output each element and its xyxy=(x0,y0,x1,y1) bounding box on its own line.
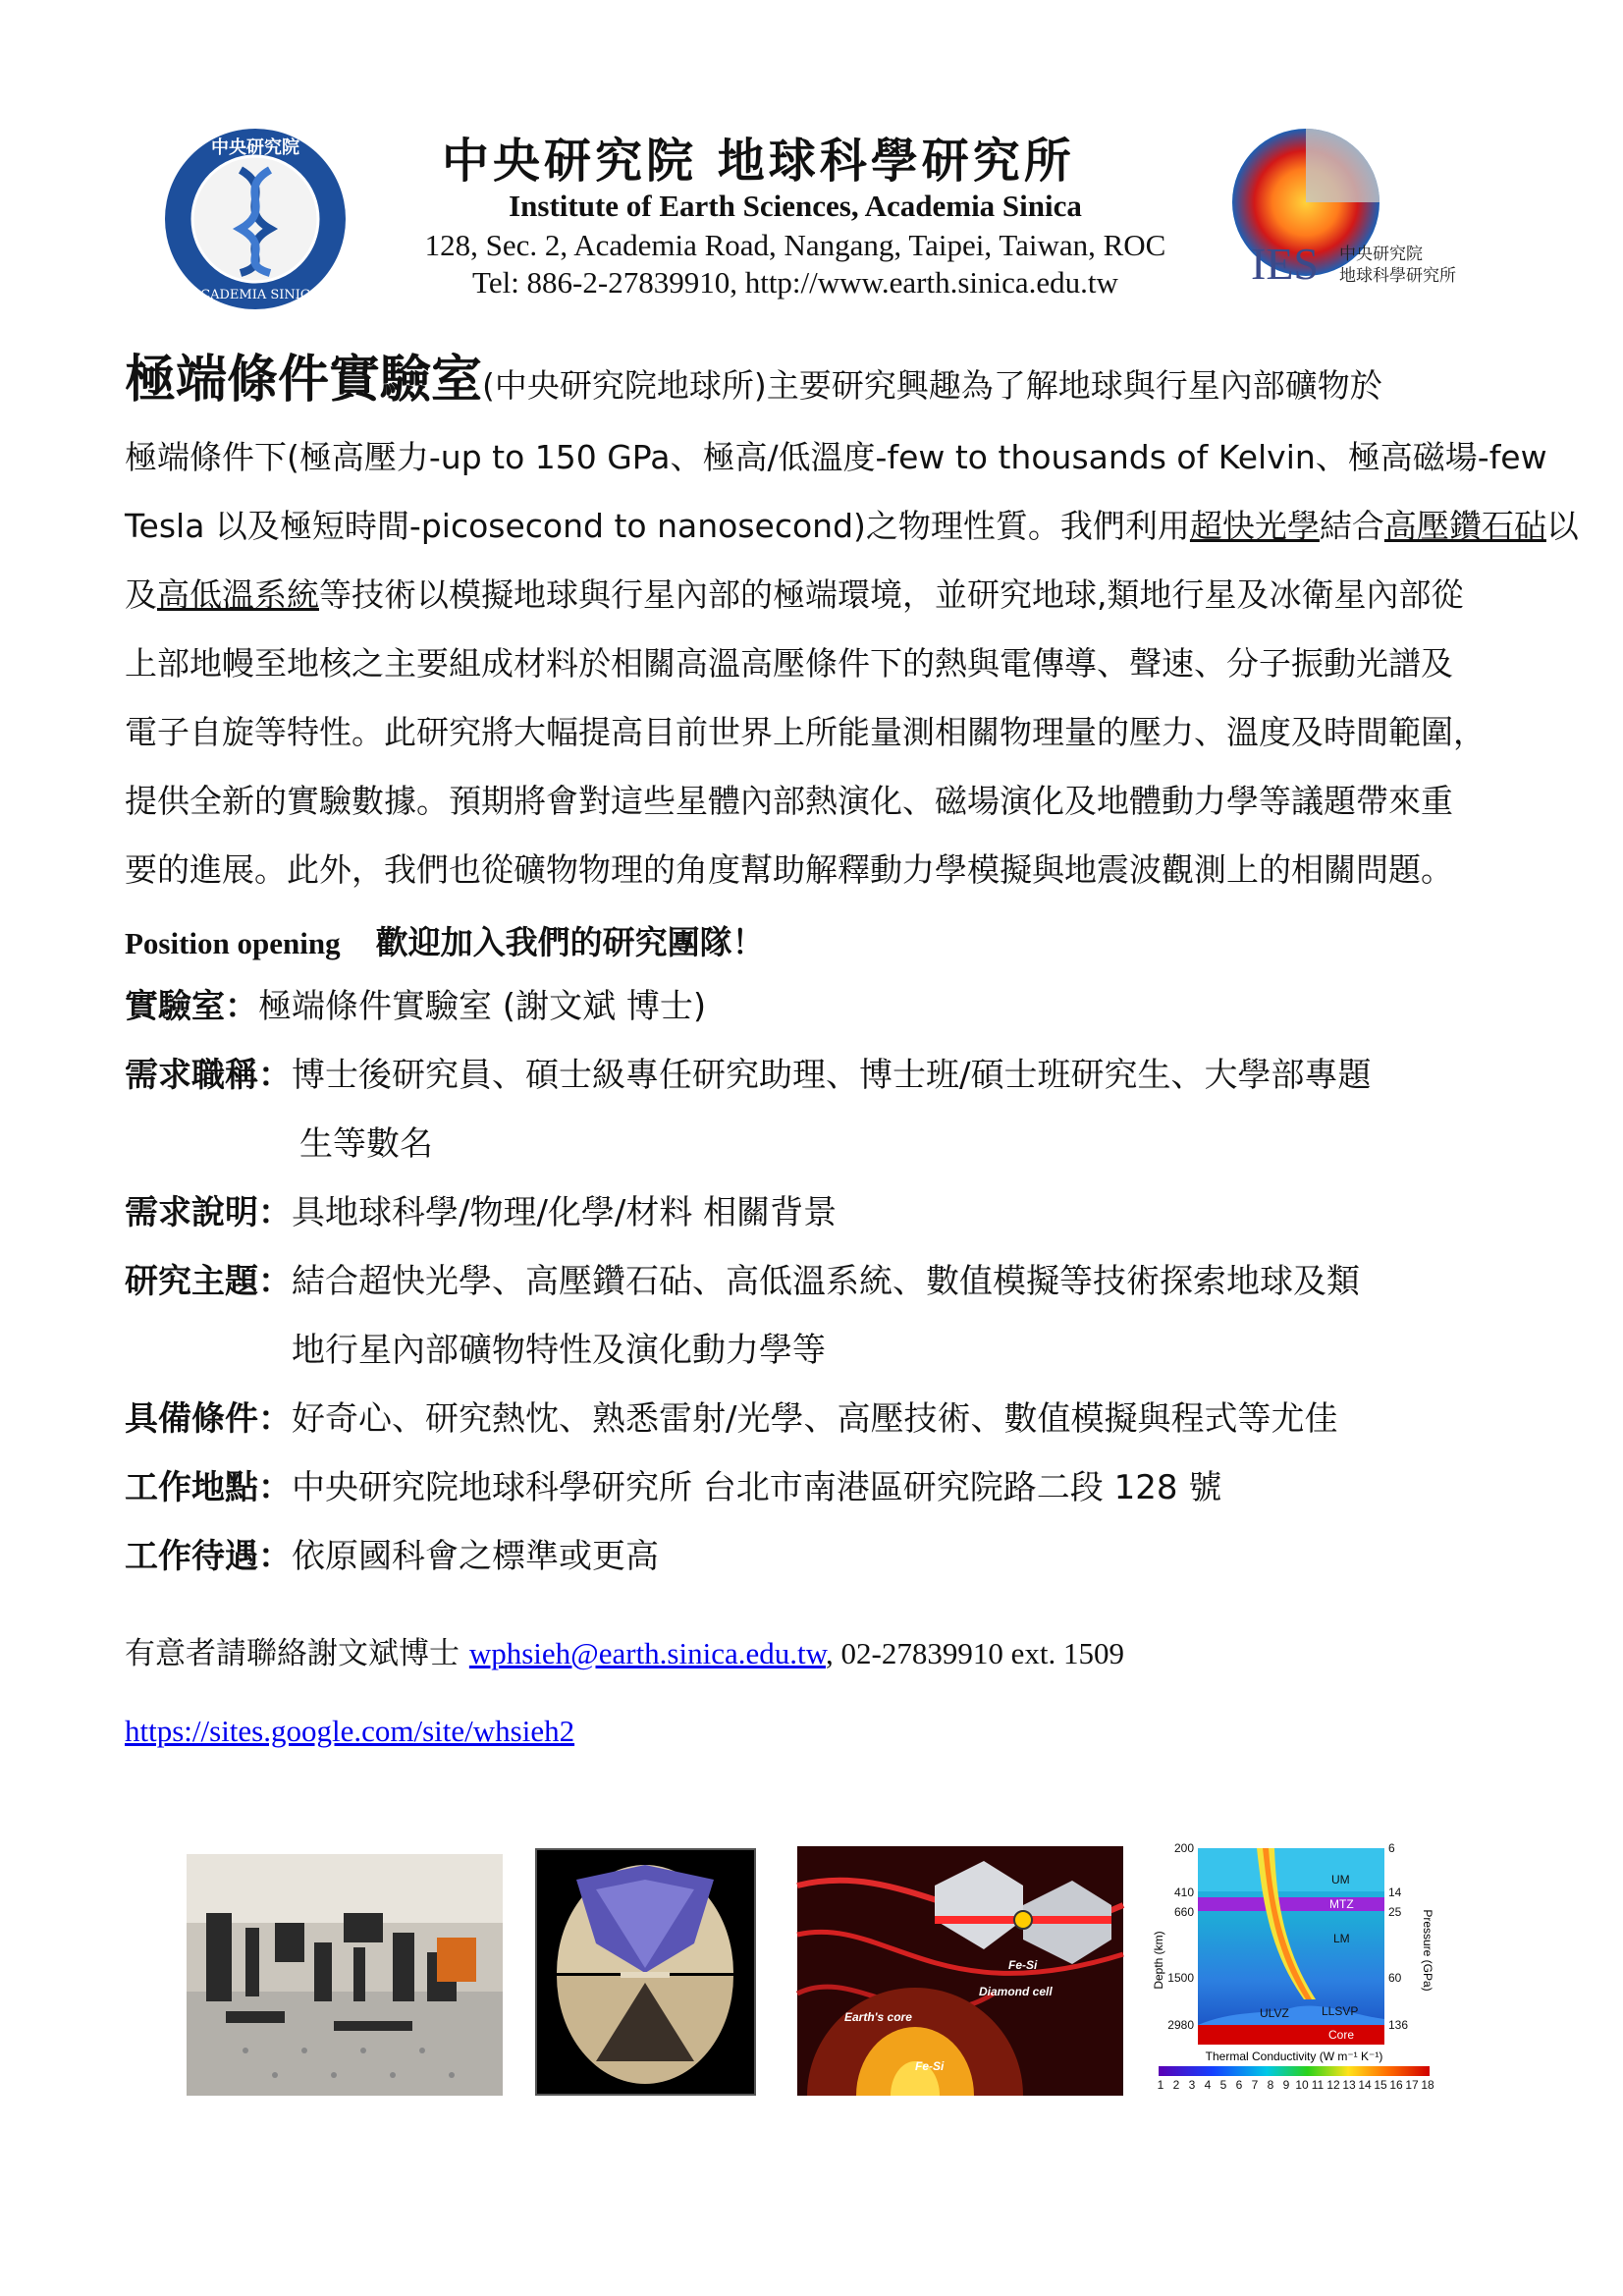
field-label: 需求職稱： xyxy=(125,1056,292,1095)
svg-text:ACADEMIA SINICA: ACADEMIA SINICA xyxy=(190,288,320,302)
intro-line-4 xyxy=(125,561,1485,629)
website-link[interactable]: https://sites.google.com/site/whsieh2 xyxy=(125,1714,575,1748)
colorbar-tick: 5 xyxy=(1219,2078,1227,2092)
colorbar-tick: 13 xyxy=(1342,2078,1356,2092)
academia-sinica-logo xyxy=(162,126,349,312)
contact-prefix: 有意者請聯絡謝文斌博士 xyxy=(125,1636,469,1671)
field-value: 極端條件實驗室 (謝文斌 博士) xyxy=(258,987,707,1026)
region-lm: LM xyxy=(1333,1932,1350,1945)
colorbar-tick: 14 xyxy=(1358,2078,1372,2092)
colorbar-tick: 8 xyxy=(1267,2078,1274,2092)
intro-line-2 xyxy=(125,423,1547,492)
depth-tick: 2980 xyxy=(1167,2018,1194,2032)
pressure-tick: 136 xyxy=(1388,2018,1409,2032)
website-line xyxy=(125,1714,574,1749)
field-label: 需求說明： xyxy=(125,1193,292,1232)
svg-text:中央研究院: 中央研究院 xyxy=(211,137,299,158)
intro-text: 上部地幔至地核之主要組成材料於相關高溫高壓條件下的熱與電傳導、聲速、分子振動光譜及 xyxy=(125,644,1453,683)
position-opening-section xyxy=(125,913,1499,1591)
intro-text: 極端條件下(極高壓力-up to 150 GPa、極高/低溫度-few to thousands of Kelvin、極高磁場-few xyxy=(125,438,1547,476)
field-label: 實驗室： xyxy=(125,987,258,1026)
field-value-line: 地行星內部礦物特性及演化動力學等 xyxy=(292,1331,826,1370)
region-ulvz: ULVZ xyxy=(1260,2006,1289,2020)
keyword-diamond-anvil: 高壓鑽石砧 xyxy=(1383,507,1546,545)
colorbar-tick: 1 xyxy=(1157,2078,1164,2092)
field-value: 中央研究院地球科學研究所 台北市南港區研究院路二段 128 號 xyxy=(292,1468,1222,1507)
intro-line-7 xyxy=(125,767,1485,836)
intro-text: 以 xyxy=(1545,507,1579,545)
field-label: 研究主題： xyxy=(125,1262,292,1301)
field-salary xyxy=(125,1522,1499,1591)
intro-line-8 xyxy=(125,836,1485,904)
colorbar-tick: 18 xyxy=(1421,2078,1434,2092)
diamond-anvil-photo xyxy=(535,1848,756,2096)
keyword-temperature-system: 高低溫系統 xyxy=(157,575,319,614)
field-lab xyxy=(125,972,1499,1041)
svg-text:中央研究院: 中央研究院 xyxy=(1339,245,1423,264)
colorbar-tick: 15 xyxy=(1374,2078,1387,2092)
colorbar-tick: 4 xyxy=(1204,2078,1212,2092)
colorbar-tick: 6 xyxy=(1235,2078,1243,2092)
intro-text: 要的進展。此外，我們也從礦物物理的角度幫助解釋動力學模擬與地震波觀測上的相關問題。 xyxy=(125,850,1453,889)
region-llsvp: LLSVP xyxy=(1322,2004,1359,2018)
contact-phone: , 02-27839910 ext. 1509 xyxy=(826,1636,1124,1670)
region-mtz: MTZ xyxy=(1329,1897,1354,1911)
pressure-axis-title: Pressure (GPa) xyxy=(1421,1909,1434,1992)
intro-text: (中央研究院地球所)主要研究興趣為了解地球與行星內部礦物於 xyxy=(482,366,1382,405)
intro-text: 等技術以模擬地球與行星內部的極端環境，並研究地球,類地行星及冰衛星內部從 xyxy=(319,575,1464,614)
institute-contact-line: Tel: 886-2-27839910, http://www.earth.sinica.edu.tw xyxy=(472,265,1118,300)
field-requirement xyxy=(125,1178,1499,1247)
field-value: 具地球科學/物理/化學/材料 相關背景 xyxy=(292,1193,838,1232)
svg-text:地球科學研究所: 地球科學研究所 xyxy=(1339,266,1456,286)
colorbar-tick: 11 xyxy=(1311,2078,1325,2092)
intro-text: 電子自旋等特性。此研究將大幅提高目前世界上所能量測相關物理量的壓力、溫度及時間範圍， xyxy=(125,713,1486,751)
colorbar-tick: 16 xyxy=(1389,2078,1403,2092)
colorbar-tick: 17 xyxy=(1405,2078,1419,2092)
intro-text: 提供全新的實驗數據。預期將會對這些星體內部熱演化、磁場演化及地體動力學等議題帶來重 xyxy=(125,782,1453,820)
position-heading-cn: 歡迎加入我們的研究團隊！ xyxy=(375,923,765,961)
field-value-line: 博士後研究員、碩士級專任研究助理、博士班/碩士班研究生、大學部專題 xyxy=(292,1056,1372,1095)
colorbar-title: Thermal Conductivity (W m⁻¹ K⁻¹) xyxy=(1205,2050,1383,2063)
intro-line-3 xyxy=(125,492,1579,561)
position-heading xyxy=(125,913,1499,972)
institute-chinese-name: 中央研究院 地球科學研究所 xyxy=(442,134,1075,189)
depth-tick: 200 xyxy=(1173,1841,1194,1855)
field-value-line: 生等數名 xyxy=(299,1124,433,1164)
field-label: 具備條件： xyxy=(125,1399,292,1439)
fig3-label-core: Earth's core xyxy=(844,2010,912,2024)
field-value: 依原國科會之標準或更高 xyxy=(292,1537,659,1576)
institute-english-name: Institute of Earth Sciences, Academia Sinica xyxy=(509,189,1082,223)
contact-email-link[interactable]: wphsieh@earth.sinica.edu.tw xyxy=(468,1636,826,1670)
field-value xyxy=(292,1041,1499,1178)
pressure-tick: 14 xyxy=(1388,1886,1402,1899)
earth-core-illustration xyxy=(797,1846,1123,2096)
lab-introduction xyxy=(125,339,1579,904)
field-location xyxy=(125,1453,1499,1522)
fig3-label-fesi-bottom: Fe-Si xyxy=(915,2059,945,2073)
field-label: 工作待遇： xyxy=(125,1537,292,1576)
intro-line-6 xyxy=(125,698,1485,767)
contact-line xyxy=(125,1628,1124,1672)
ies-logo xyxy=(1229,126,1455,295)
colorbar-tick: 3 xyxy=(1188,2078,1196,2092)
intro-text: 及 xyxy=(125,575,157,614)
lab-photo xyxy=(187,1854,503,2096)
field-value-line: 結合超快光學、高壓鑽石砧、高低溫系統、數值模擬等技術探索地球及類 xyxy=(292,1262,1360,1301)
field-value: 好奇心、研究熱忱、熟悉雷射/光學、高壓技術、數值模擬與程式等尤佳 xyxy=(292,1399,1338,1439)
colorbar-tick: 2 xyxy=(1172,2078,1180,2092)
keyword-ultrafast-optics: 超快光學 xyxy=(1189,507,1320,545)
pressure-tick: 25 xyxy=(1388,1905,1402,1919)
fig3-label-diamond: Diamond cell xyxy=(979,1985,1053,1998)
intro-line-1 xyxy=(125,339,1485,423)
position-heading-en: Position opening xyxy=(125,926,341,960)
fig3-label-fesi-top: Fe-Si xyxy=(1008,1958,1038,1972)
pressure-tick: 6 xyxy=(1388,1841,1395,1855)
field-job-title xyxy=(125,1041,1499,1178)
field-label: 工作地點： xyxy=(125,1468,292,1507)
svg-text:IES: IES xyxy=(1251,239,1319,289)
intro-text: Tesla 以及極短時間-picosecond to nanosecond)之物理性質。我們利用 xyxy=(125,507,1190,545)
field-research-topic xyxy=(125,1247,1499,1385)
pressure-tick: 60 xyxy=(1388,1971,1402,1985)
region-core: Core xyxy=(1328,2028,1355,2042)
colorbar-tick: 12 xyxy=(1326,2078,1340,2092)
intro-text: 結合 xyxy=(1319,507,1384,545)
lab-title: 極端條件實驗室 xyxy=(125,351,483,410)
depth-tick: 410 xyxy=(1173,1886,1194,1899)
depth-axis-title: Depth (km) xyxy=(1152,1931,1165,1990)
field-value xyxy=(292,1247,1499,1385)
intro-line-5 xyxy=(125,629,1485,698)
colorbar-tick: 7 xyxy=(1251,2078,1259,2092)
field-qualifications xyxy=(125,1385,1499,1453)
thermal-conductivity-figure xyxy=(1147,1842,1441,2100)
region-um: UM xyxy=(1331,1873,1350,1886)
depth-tick: 1500 xyxy=(1167,1971,1194,1985)
depth-tick: 660 xyxy=(1173,1905,1194,1919)
colorbar-tick: 9 xyxy=(1282,2078,1290,2092)
institute-address: 128, Sec. 2, Academia Road, Nangang, Taipei, Taiwan, ROC xyxy=(424,228,1166,262)
colorbar-tick: 10 xyxy=(1295,2078,1309,2092)
